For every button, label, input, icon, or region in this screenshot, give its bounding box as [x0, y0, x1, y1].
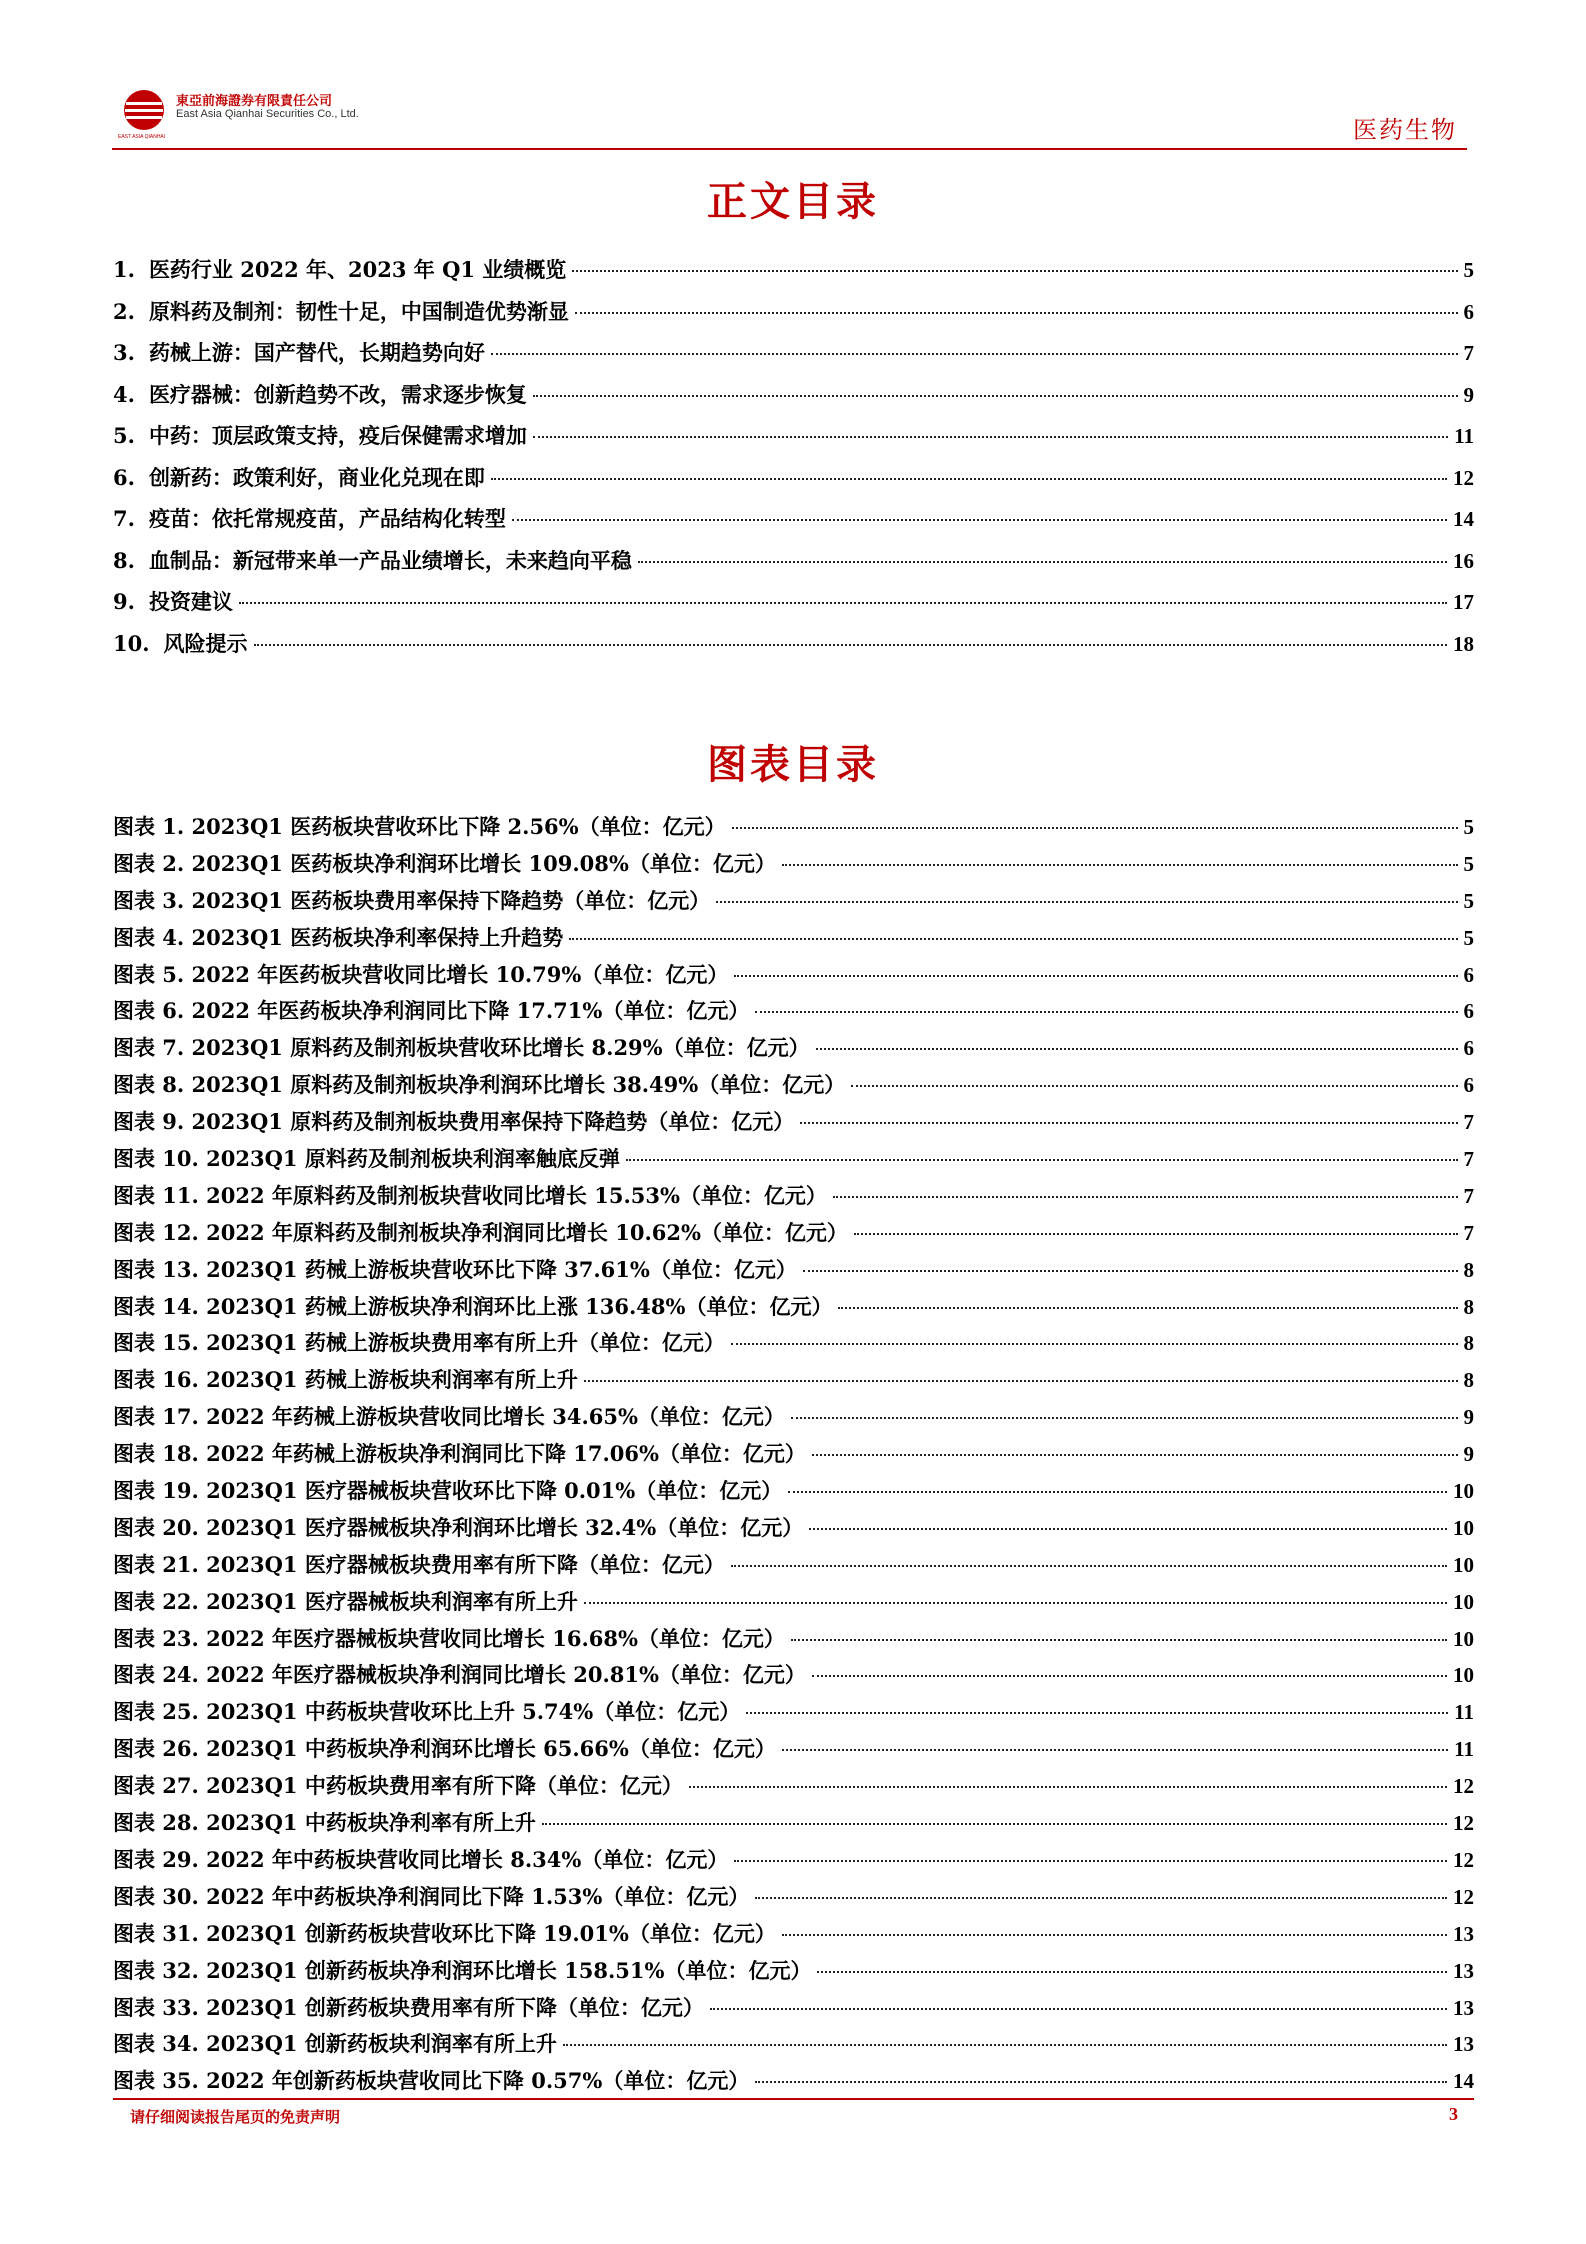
figure-entry-title: 图表 29. 2022 年中药板块营收同比增长 8.34%（单位：亿元）	[113, 1846, 729, 1872]
figure-entry-page: 6	[1463, 999, 1474, 1024]
dot-leader	[851, 1085, 1457, 1087]
figure-entry-title: 图表 2. 2023Q1 医药板块净利润环比增长 109.08%（单位：亿元）	[113, 850, 776, 876]
dot-leader	[746, 1712, 1448, 1714]
figure-entry-title: 图表 13. 2023Q1 药械上游板块营收环比下降 37.61%（单位：亿元）	[113, 1256, 797, 1282]
figure-entry-page: 10	[1453, 1479, 1474, 1504]
figure-entry-page: 13	[1453, 1995, 1474, 2020]
figure-entry[interactable]	[113, 1549, 1474, 1586]
dot-leader	[716, 901, 1457, 903]
dot-leader	[791, 1417, 1458, 1419]
figure-entry-title: 图表 32. 2023Q1 创新药板块净利润环比增长 158.51%（单位：亿元）	[113, 1957, 812, 1983]
dot-leader	[812, 1454, 1458, 1456]
figure-entry-page: 8	[1463, 1331, 1474, 1356]
figure-entry[interactable]	[113, 959, 1474, 996]
dot-leader	[732, 827, 1458, 829]
dot-leader	[239, 602, 1447, 604]
dot-leader	[731, 1565, 1447, 1567]
figure-entry-title: 图表 28. 2023Q1 中药板块净利率有所上升	[113, 1810, 536, 1836]
toc-entry[interactable]	[113, 420, 1474, 462]
header-divider	[112, 148, 1467, 150]
figure-entry-title: 图表 16. 2023Q1 药械上游板块利润率有所上升	[113, 1367, 578, 1393]
figure-entry-page: 6	[1463, 1036, 1474, 1061]
figure-entry[interactable]	[113, 1992, 1474, 2029]
figure-entry[interactable]	[113, 2065, 1474, 2102]
company-name-cn: 東亞前海證券有限責任公司	[176, 94, 333, 109]
figure-entry-title: 图表 7. 2023Q1 原料药及制剂板块营收环比增长 8.29%（单位：亿元）	[113, 1035, 810, 1061]
figure-entry-page: 10	[1453, 1626, 1474, 1651]
figure-entry-title: 图表 3. 2023Q1 医药板块费用率保持下降趋势（单位：亿元）	[113, 887, 711, 913]
figure-entry[interactable]	[113, 1807, 1474, 1844]
toc-entry-page: 16	[1453, 548, 1474, 573]
toc-entry-number: 4.	[113, 381, 135, 407]
toc-title: 正文目录	[707, 178, 879, 225]
toc-entry-page: 11	[1454, 424, 1474, 448]
figure-entry[interactable]	[113, 1106, 1474, 1143]
dot-leader	[491, 353, 1458, 355]
dot-leader	[638, 561, 1447, 563]
toc-entry-title: 医药行业 2022 年、2023 年 Q1 业绩概览	[148, 257, 567, 282]
figure-entry-title: 图表 23. 2022 年医疗器械板块营收同比增长 16.68%（单位：亿元）	[113, 1625, 785, 1651]
figure-entry-page: 7	[1463, 1147, 1474, 1172]
figure-entry-page: 7	[1463, 1220, 1474, 1245]
toc-entry-page: 9	[1463, 382, 1474, 407]
figure-entry-page: 5	[1463, 925, 1474, 950]
figure-entry[interactable]	[113, 1844, 1474, 1881]
dot-leader	[816, 1048, 1458, 1050]
figure-entry-page: 10	[1453, 1663, 1474, 1688]
toc-entry-number: 9.	[113, 589, 135, 614]
toc-entry[interactable]	[113, 503, 1474, 545]
dot-leader	[563, 2044, 1447, 2046]
company-logo-icon	[122, 88, 166, 132]
dot-leader	[755, 2081, 1447, 2083]
figure-entry-title: 图表 35. 2022 年创新药板块营收同比下降 0.57%（单位：亿元）	[113, 2068, 750, 2094]
figure-entry-page: 12	[1453, 1774, 1474, 1799]
dot-leader	[734, 975, 1457, 977]
dot-leader	[584, 1602, 1447, 1604]
dot-leader	[812, 1675, 1447, 1677]
figure-entry[interactable]	[113, 1475, 1474, 1512]
figure-entry[interactable]	[113, 1512, 1474, 1549]
figure-entry[interactable]	[113, 811, 1474, 848]
figure-entry[interactable]	[113, 1364, 1474, 1401]
toc-entry[interactable]	[113, 545, 1474, 587]
toc-entry-number: 3.	[113, 340, 135, 365]
figure-entry[interactable]	[113, 1623, 1474, 1660]
dot-leader	[569, 938, 1457, 940]
figure-entry-title: 图表 17. 2022 年药械上游板块营收同比增长 34.65%（单位：亿元）	[113, 1404, 785, 1430]
figure-entry-page: 5	[1463, 815, 1474, 839]
figure-entry-page: 12	[1453, 1847, 1474, 1872]
figure-entry-page: 10	[1453, 1552, 1474, 1577]
page-header	[112, 88, 1467, 150]
figure-entry-title: 图表 31. 2023Q1 创新药板块营收环比下降 19.01%（单位：亿元）	[113, 1920, 776, 1946]
toc-entry-number: 7.	[113, 506, 135, 531]
toc-entry-number: 8.	[113, 547, 135, 573]
toc-entry-title: 中药：顶层政策支持，疫后保健需求增加	[148, 423, 527, 448]
toc-entry-number: 1.	[113, 257, 135, 282]
figure-entry-title: 图表 20. 2023Q1 医疗器械板块净利润环比增长 32.4%（单位：亿元）	[113, 1514, 804, 1540]
figure-entry-page: 7	[1463, 1183, 1474, 1208]
figure-entry-page: 8	[1463, 1368, 1474, 1393]
figure-entry-title: 图表 19. 2023Q1 医疗器械板块营收环比下降 0.01%（单位：亿元）	[113, 1478, 783, 1504]
dot-leader	[533, 436, 1448, 438]
dot-leader	[575, 312, 1458, 314]
figure-entry[interactable]	[113, 1881, 1474, 1918]
figure-entry[interactable]	[113, 1586, 1474, 1623]
dot-leader	[817, 1971, 1447, 1973]
toc-entry-page: 7	[1463, 341, 1474, 365]
figure-entry[interactable]	[113, 885, 1474, 922]
figure-entry-page: 5	[1463, 851, 1474, 876]
figure-entry-page: 6	[1463, 962, 1474, 987]
figure-entry-page: 9	[1463, 1405, 1474, 1430]
toc-entry-number: 2.	[113, 298, 135, 324]
figure-entry-title: 图表 4. 2023Q1 医药板块净利率保持上升趋势	[113, 924, 564, 950]
figure-entry[interactable]	[113, 1918, 1474, 1955]
disclaimer-note: 请仔细阅读报告尾页的免责声明	[130, 2108, 341, 2126]
toc-entry-title: 药械上游：国产替代，长期趋势向好	[148, 340, 485, 365]
figure-entry-page: 14	[1453, 2069, 1474, 2094]
figure-entry-page: 13	[1453, 2032, 1474, 2057]
figure-list-title: 图表目录	[707, 741, 879, 788]
figure-entry-title: 图表 18. 2022 年药械上游板块净利润同比下降 17.06%（单位：亿元）	[113, 1441, 806, 1467]
dot-leader	[626, 1159, 1458, 1161]
figure-entry[interactable]	[113, 1032, 1474, 1069]
figure-entry[interactable]	[113, 1180, 1474, 1217]
figure-entry[interactable]	[113, 1696, 1474, 1733]
dot-leader	[731, 1343, 1458, 1345]
figure-entry[interactable]	[113, 848, 1474, 885]
figure-entry-title: 图表 9. 2023Q1 原料药及制剂板块费用率保持下降趋势（单位：亿元）	[113, 1109, 795, 1135]
figure-entry[interactable]	[113, 1291, 1474, 1328]
toc-list	[113, 254, 1474, 669]
figure-entry-page: 11	[1454, 1737, 1474, 1762]
dot-leader	[803, 1270, 1458, 1272]
toc-entry-title: 医疗器械：创新趋势不改，需求逐步恢复	[148, 381, 527, 407]
logo-subtext: EAST ASIA QIANHAI	[118, 134, 166, 140]
sector-label: 医药生物	[1353, 116, 1457, 144]
toc-entry-page: 6	[1463, 299, 1474, 324]
figure-entry-title: 图表 6. 2022 年医药板块净利润同比下降 17.71%（单位：亿元）	[113, 998, 750, 1024]
figure-entry-title: 图表 8. 2023Q1 原料药及制剂板块净利润环比增长 38.49%（单位：亿元）	[113, 1072, 846, 1098]
dot-leader	[254, 644, 1447, 646]
figure-entry[interactable]	[113, 1401, 1474, 1438]
figure-entry[interactable]	[113, 1069, 1474, 1106]
figure-entry-page: 10	[1453, 1515, 1474, 1540]
figure-entry-title: 图表 24. 2022 年医疗器械板块净利润同比增长 20.81%（单位：亿元）	[113, 1662, 806, 1688]
figure-entry-title: 图表 26. 2023Q1 中药板块净利润环比增长 65.66%（单位：亿元）	[113, 1736, 776, 1762]
dot-leader	[788, 1491, 1447, 1493]
dot-leader	[710, 2008, 1447, 2010]
toc-entry-title: 血制品：新冠带来单一产品业绩增长，未来趋向平稳	[148, 547, 632, 573]
dot-leader	[809, 1528, 1447, 1530]
dot-leader	[854, 1233, 1458, 1235]
toc-entry-number: 5.	[113, 423, 135, 448]
figure-entry[interactable]	[113, 1955, 1474, 1992]
toc-entry-page: 5	[1463, 258, 1474, 282]
figure-entry-title: 图表 34. 2023Q1 创新药板块利润率有所上升	[113, 2031, 557, 2057]
toc-entry-title: 创新药：政策利好，商业化兑现在即	[148, 464, 485, 490]
dot-leader	[782, 1934, 1447, 1936]
toc-entry-number: 6.	[113, 464, 135, 490]
dot-leader	[689, 1786, 1447, 1788]
figure-entry[interactable]	[113, 1659, 1474, 1696]
toc-entry-number: 10.	[113, 630, 150, 656]
dot-leader	[533, 395, 1458, 397]
figure-entry-page: 11	[1454, 1700, 1474, 1725]
toc-entry[interactable]	[113, 628, 1474, 670]
figure-entry-page: 7	[1463, 1110, 1474, 1135]
figure-entry-title: 图表 25. 2023Q1 中药板块营收环比上升 5.74%（单位：亿元）	[113, 1699, 741, 1725]
toc-entry[interactable]	[113, 462, 1474, 504]
dot-leader	[755, 1897, 1447, 1899]
toc-entry-title: 原料药及制剂：韧性十足，中国制造优势渐显	[148, 298, 569, 324]
dot-leader	[782, 864, 1458, 866]
figure-entry-title: 图表 12. 2022 年原料药及制剂板块净利润同比增长 10.62%（单位：亿元）	[113, 1219, 848, 1245]
toc-entry[interactable]	[113, 337, 1474, 379]
page-number: 3	[1449, 2104, 1458, 2124]
figure-entry-title: 图表 10. 2023Q1 原料药及制剂板块利润率触底反弹	[113, 1146, 620, 1172]
toc-entry-page: 17	[1453, 590, 1474, 614]
figure-entry[interactable]	[113, 1254, 1474, 1291]
figure-entry-page: 13	[1453, 1921, 1474, 1946]
toc-entry[interactable]	[113, 296, 1474, 338]
dot-leader	[833, 1196, 1458, 1198]
figure-entry-page: 8	[1463, 1257, 1474, 1282]
figure-entry[interactable]	[113, 922, 1474, 959]
figure-entry-title: 图表 14. 2023Q1 药械上游板块净利润环比上涨 136.48%（单位：亿元）	[113, 1293, 833, 1319]
figure-list	[113, 811, 1474, 2102]
figure-entry-title: 图表 15. 2023Q1 药械上游板块费用率有所上升（单位：亿元）	[113, 1330, 725, 1356]
figure-entry-page: 13	[1453, 1958, 1474, 1983]
figure-entry-page: 5	[1463, 888, 1474, 913]
figure-entry[interactable]	[113, 1217, 1474, 1254]
figure-entry[interactable]	[113, 1143, 1474, 1180]
company-name-en: East Asia Qianhai Securities Co., Ltd.	[176, 108, 359, 120]
dot-leader	[491, 478, 1447, 480]
figure-entry[interactable]	[113, 1327, 1474, 1364]
figure-entry-page: 6	[1463, 1073, 1474, 1098]
toc-entry-title: 风险提示	[163, 630, 248, 656]
figure-entry-page: 12	[1453, 1884, 1474, 1909]
toc-entry-title: 投资建议	[148, 589, 233, 614]
figure-entry-title: 图表 21. 2023Q1 医疗器械板块费用率有所下降（单位：亿元）	[113, 1551, 725, 1577]
figure-entry-page: 10	[1453, 1589, 1474, 1614]
toc-entry-page: 14	[1453, 507, 1474, 531]
figure-entry-page: 12	[1453, 1811, 1474, 1836]
figure-entry-page: 9	[1463, 1442, 1474, 1467]
dot-leader	[572, 270, 1457, 272]
figure-entry-title: 图表 30. 2022 年中药板块净利润同比下降 1.53%（单位：亿元）	[113, 1883, 750, 1909]
toc-entry-page: 18	[1453, 631, 1474, 656]
dot-leader	[734, 1860, 1447, 1862]
dot-leader	[512, 519, 1447, 521]
dot-leader	[800, 1122, 1457, 1124]
footer-divider	[113, 2098, 1474, 2100]
dot-leader	[584, 1380, 1458, 1382]
toc-entry[interactable]	[113, 379, 1474, 421]
figure-entry-title: 图表 11. 2022 年原料药及制剂板块营收同比增长 15.53%（单位：亿元）	[113, 1182, 827, 1208]
dot-leader	[838, 1307, 1457, 1309]
figure-entry[interactable]	[113, 1733, 1474, 1770]
figure-entry[interactable]	[113, 1770, 1474, 1807]
figure-entry-title: 图表 22. 2023Q1 医疗器械板块利润率有所上升	[113, 1588, 578, 1614]
figure-entry-page: 8	[1463, 1294, 1474, 1319]
toc-entry-page: 12	[1453, 465, 1474, 490]
dot-leader	[782, 1749, 1448, 1751]
figure-entry[interactable]	[113, 2028, 1474, 2065]
figure-entry[interactable]	[113, 1438, 1474, 1475]
dot-leader	[791, 1639, 1447, 1641]
toc-entry-title: 疫苗：依托常规疫苗，产品结构化转型	[148, 506, 506, 531]
toc-entry[interactable]	[113, 254, 1474, 296]
dot-leader	[542, 1823, 1447, 1825]
figure-entry-title: 图表 33. 2023Q1 创新药板块费用率有所下降（单位：亿元）	[113, 1994, 704, 2020]
dot-leader	[755, 1011, 1457, 1013]
figure-entry-title: 图表 1. 2023Q1 医药板块营收环比下降 2.56%（单位：亿元）	[113, 814, 726, 839]
toc-entry[interactable]	[113, 586, 1474, 628]
figure-entry-title: 图表 27. 2023Q1 中药板块费用率有所下降（单位：亿元）	[113, 1773, 683, 1799]
figure-entry-title: 图表 5. 2022 年医药板块营收同比增长 10.79%（单位：亿元）	[113, 961, 729, 987]
figure-entry[interactable]	[113, 995, 1474, 1032]
